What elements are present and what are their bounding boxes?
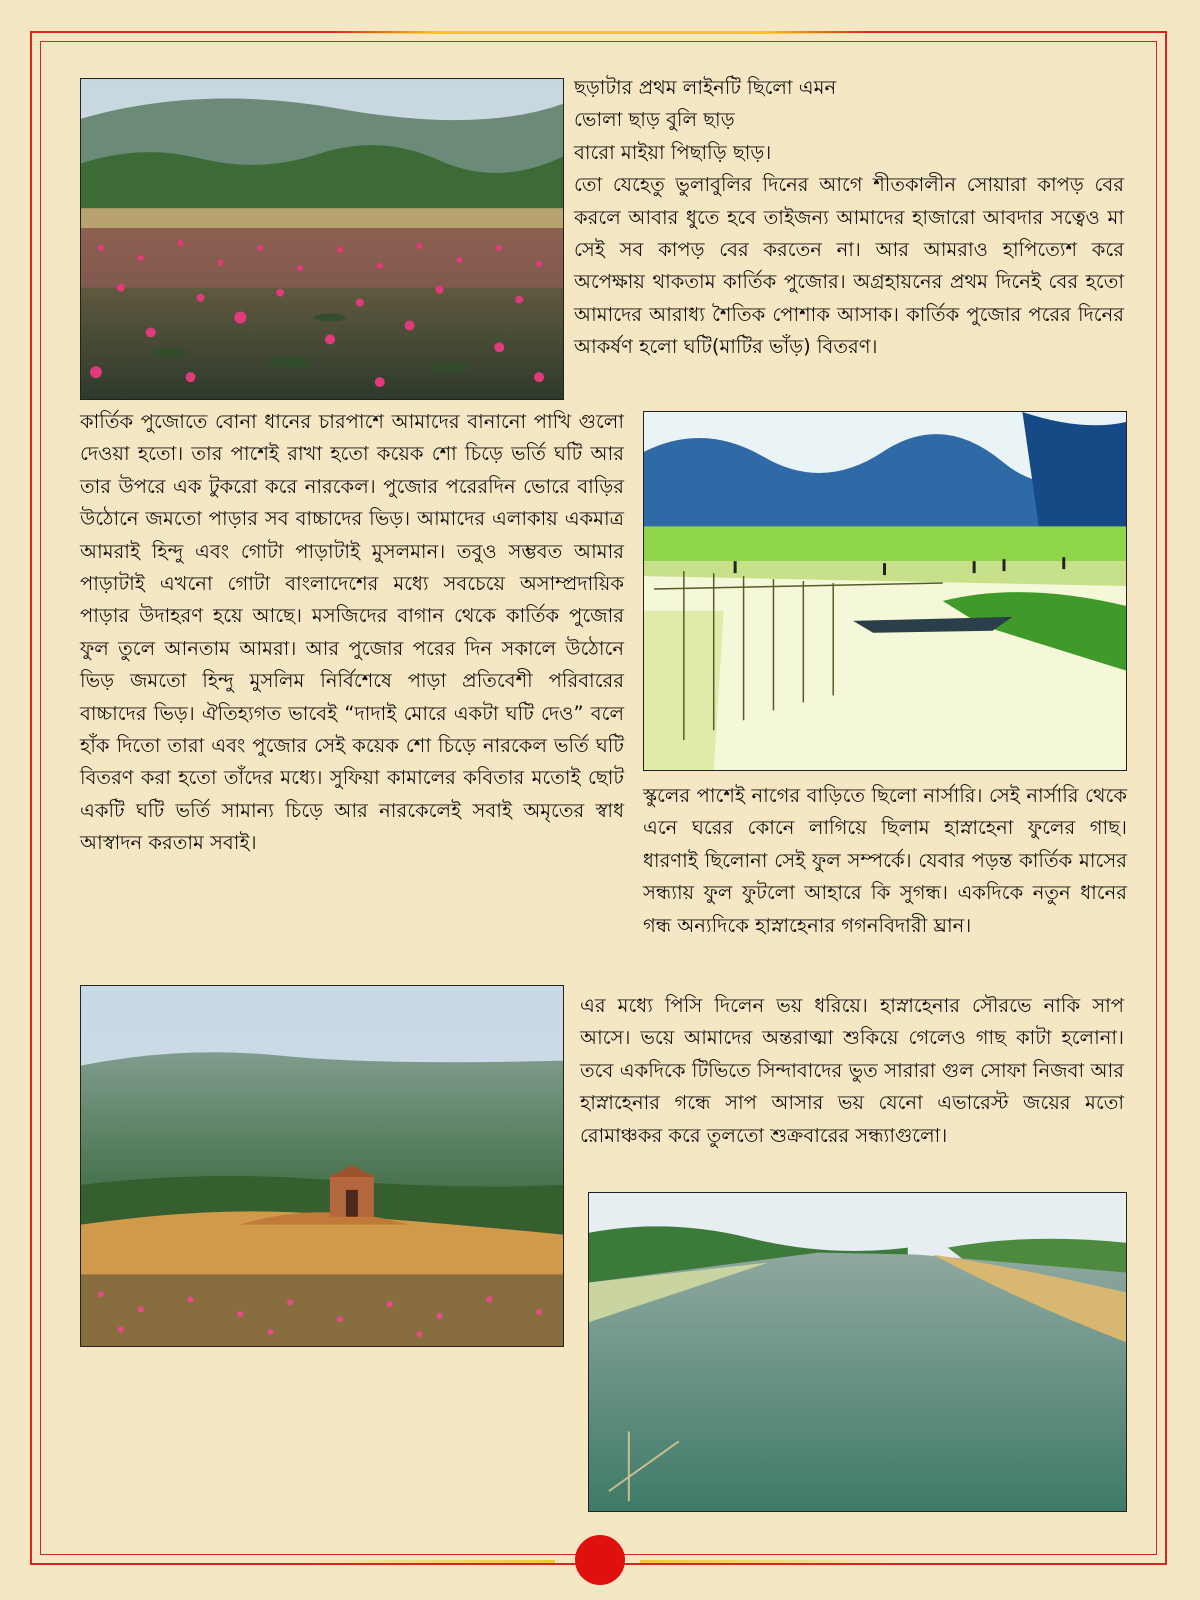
section-3-paragraph: স্কুলের পাশেই নাগের বাড়িতে ছিলো নার্সারি। সেই নার্সারি থেকে এনে ঘরের কোনে লাগিয়ে ছিলাম হাস্নাহেনা ফুলের গাছ। ধারণাই ছিলোনা সেই ফুল সম্পর্কে। যেবার পড়ন্ত কার্তিক মাসের সন্ধ্যায় ফুল ফুটলো আহারে কি সুগন্ধ। একদিকে নতুন ধানের গন্ধ অন্যদিকে হাস্নাহেনার গগনবিদারী ঘ্রান।	[643, 784, 1127, 937]
section-2-text	[80, 406, 624, 860]
verse-line-2: বারো মাইয়া পিছাড়ি ছাড়।	[574, 140, 772, 164]
section-1-text	[574, 72, 1124, 364]
bottom-gold-rule-left	[300, 1560, 555, 1563]
verse-intro: ছড়াটার প্রথম লাইনটি ছিলো এমন	[574, 76, 837, 99]
section-4-paragraph: এর মধ্যে পিসি দিলেন ভয় ধরিয়ে। হাস্নাহেনার সৌরভে নাকি সাপ আসে। ভয়ে আমাদের অন্তরাত্মা শুকিয়ে গেলেও গাছ কাটা হলোনা। তবে একদিকে টিভিতে সিন্দাবাদের ভুত সারারা গুল সোফা নিজবা আর হাস্নাহেনার গন্ধে সাপ আসার ভয় যেনো এভারেস্ট জয়ের মতো রোমাঞ্চকর করে তুলতো শুক্রবারের সন্ধ্যাগুলো।	[580, 994, 1124, 1147]
section-1-paragraph: তো যেহেতু ভুলাবুলির দিনের আগে শীতকালীন সোয়ারা কাপড় বের করলে আবার ধুতে হবে তাইজন্য আমাদের হাজারো আবদার সত্বেও মা সেই সব কাপড় বের করতেন না। আর আমরাও হাপিত্যেশ করে অপেক্ষায় থাকতাম কার্তিক পুজোর। অগ্রহায়নের প্রথম দিনেই বের হতো আমাদের আরাধ্য শৈতিক পোশাক আসাক। কার্তিক পুজোর পরের দিনের আকর্ষণ হলো ঘটি(মাটির ভাঁড়) বিতরণ।	[574, 173, 1124, 359]
photo-hill-temple	[80, 985, 564, 1347]
photo-river-bamboo-bridge	[643, 411, 1127, 771]
photo-lotus-lake	[80, 78, 564, 400]
section-3-text	[643, 780, 1127, 942]
photo-river-view	[588, 1192, 1127, 1512]
section-4-text	[580, 990, 1124, 1152]
top-gold-rule	[330, 31, 870, 34]
verse-line-1: ভোলা ছাড় বুলি ছাড়	[574, 108, 735, 132]
section-2-paragraph: কার্তিক পুজোতে বোনা ধানের চারপাশে আমাদের বানানো পাখি গুলো দেওয়া হতো। তার পাশেই রাখা হতো কয়েক শো চিড়ে ভর্তি ঘটি আর তার উপরে এক টুকরো করে নারকেল। পুজোর পরেরদিন ভোরে বাড়ির উঠোনে জমতো পাড়ার সব বাচ্চাদের ভিড়। আমাদের এলাকায় একমাত্র আমরাই হিন্দু এবং গোটা পাড়াটাই মুসলমান। তবুও সম্ভবত আমার পাড়াটাই এখনো গোটা বাংলাদেশের মধ্যে সবচেয়ে অসাম্প্রদায়িক পাড়ার উদাহরণ হয়ে আছে। মসজিদের বাগান থেকে কার্তিক পুজোর ফুল তুলে আনতাম আমরা। আর পুজোর পরের দিন সকালে উঠোনে ভিড় জমতো হিন্দু মুসলিম নির্বিশেষে পাড়া প্রতিবেশী পরিবারের বাচ্চাদের ভিড়। ঐতিহ্যগত ভাবেই “দাদাই মোরে একটা ঘটি দেও” বলে হাঁক দিতো তারা এবং পুজোর সেই কয়েক শো চিড়ে নারকেল ভর্তি ঘটি বিতরণ করা হতো তাঁদের মধ্যে। সুফিয়া কামালের কবিতার মতোই ছোট একটি ঘটি ভর্তি সামান্য চিড়ে আর নারকেলেই সবাই অমৃতের স্বাধ আস্বাদন করতাম সবাই।	[80, 410, 624, 855]
page-marker-dot	[575, 1535, 625, 1585]
bottom-gold-rule-right	[640, 1560, 900, 1563]
